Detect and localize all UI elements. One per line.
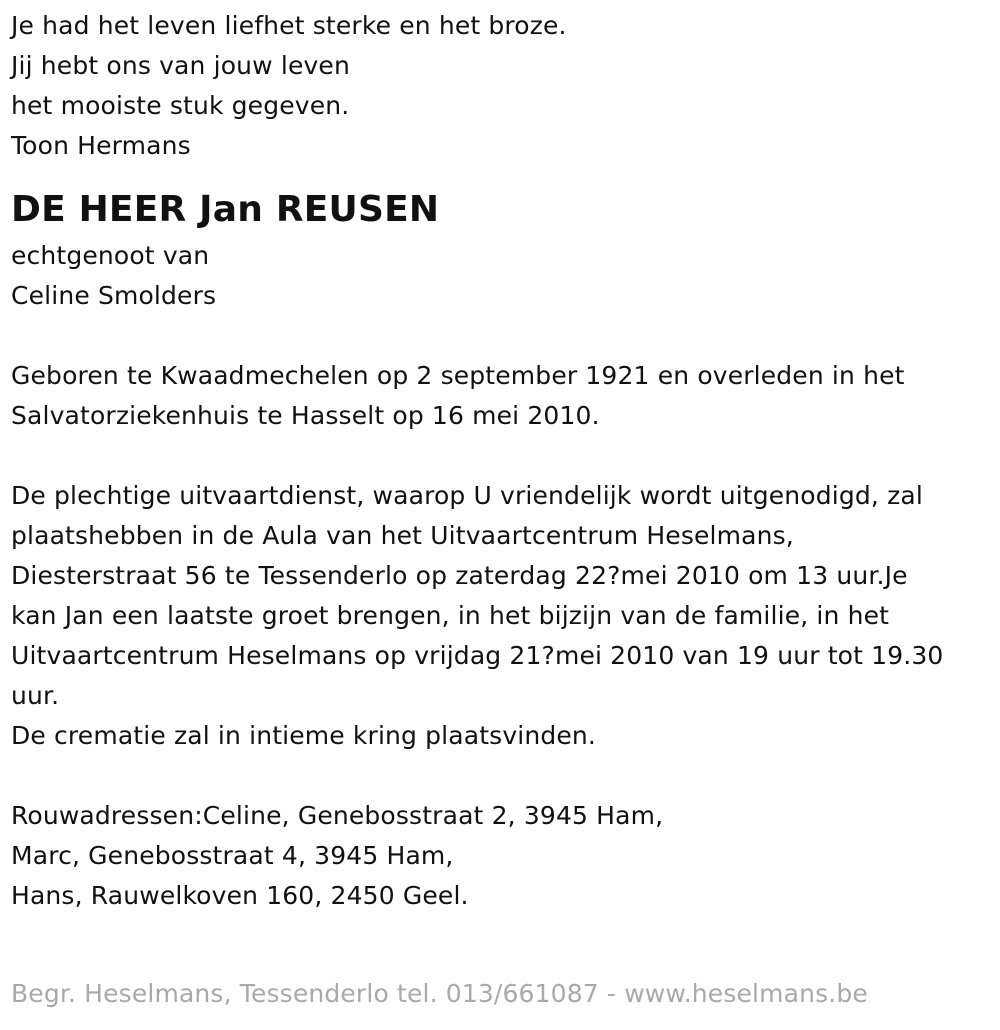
relation-text: echtgenoot van xyxy=(11,241,210,270)
paragraph-line: uur. xyxy=(11,681,60,710)
paragraph-line: plaatshebben in de Aula van het Uitvaartcentrum Heselmans, xyxy=(11,521,794,550)
funeral-home-footer: Begr. Heselmans, Tessenderlo tel. 013/661087 - www.heselmans.be xyxy=(11,979,868,1008)
paragraph-line: De plechtige uitvaartdienst, waarop U vriendelijk wordt uitgenodigd, zal xyxy=(11,481,923,510)
paragraph-line: Diesterstraat 56 te Tessenderlo op zaterdag 22?mei 2010 om 13 uur.Je xyxy=(11,561,908,590)
poem-line: het mooiste stuk gegeven. xyxy=(11,91,350,120)
poem xyxy=(11,6,989,166)
spouse-name: Celine Smolders xyxy=(11,281,217,310)
cremation-line: De crematie zal in intieme kring plaatsvinden. xyxy=(11,721,597,750)
paragraph-line: Uitvaartcentrum Heselmans op vrijdag 21?mei 2010 van 19 uur tot 19.30 xyxy=(11,641,944,670)
paragraph-line: kan Jan een laatste groet brengen, in het bijzijn van de familie, in het xyxy=(11,601,890,630)
addresses-paragraph xyxy=(11,796,989,916)
poem-line: Jij hebt ons van jouw leven xyxy=(11,51,350,80)
birth-death-paragraph xyxy=(11,356,989,436)
deceased-name: DE HEER Jan REUSEN xyxy=(11,189,440,230)
address-line: Hans, Rauwelkoven 160, 2450 Geel. xyxy=(11,881,469,910)
poem-line: Je had het leven liefhet sterke en het broze. xyxy=(11,11,567,40)
paragraph-line: Salvatorziekenhuis te Hasselt op 16 mei 2010. xyxy=(11,401,600,430)
address-line: Rouwadressen:Celine, Genebosstraat 2, 3945 Ham, xyxy=(11,801,664,830)
paragraph-line: Geboren te Kwaadmechelen op 2 september 1921 en overleden in het xyxy=(11,361,905,390)
deceased-block xyxy=(11,188,989,316)
ceremony-paragraph xyxy=(11,476,989,756)
address-line: Marc, Genebosstraat 4, 3945 Ham, xyxy=(11,841,454,870)
poem-author: Toon Hermans xyxy=(11,131,191,160)
